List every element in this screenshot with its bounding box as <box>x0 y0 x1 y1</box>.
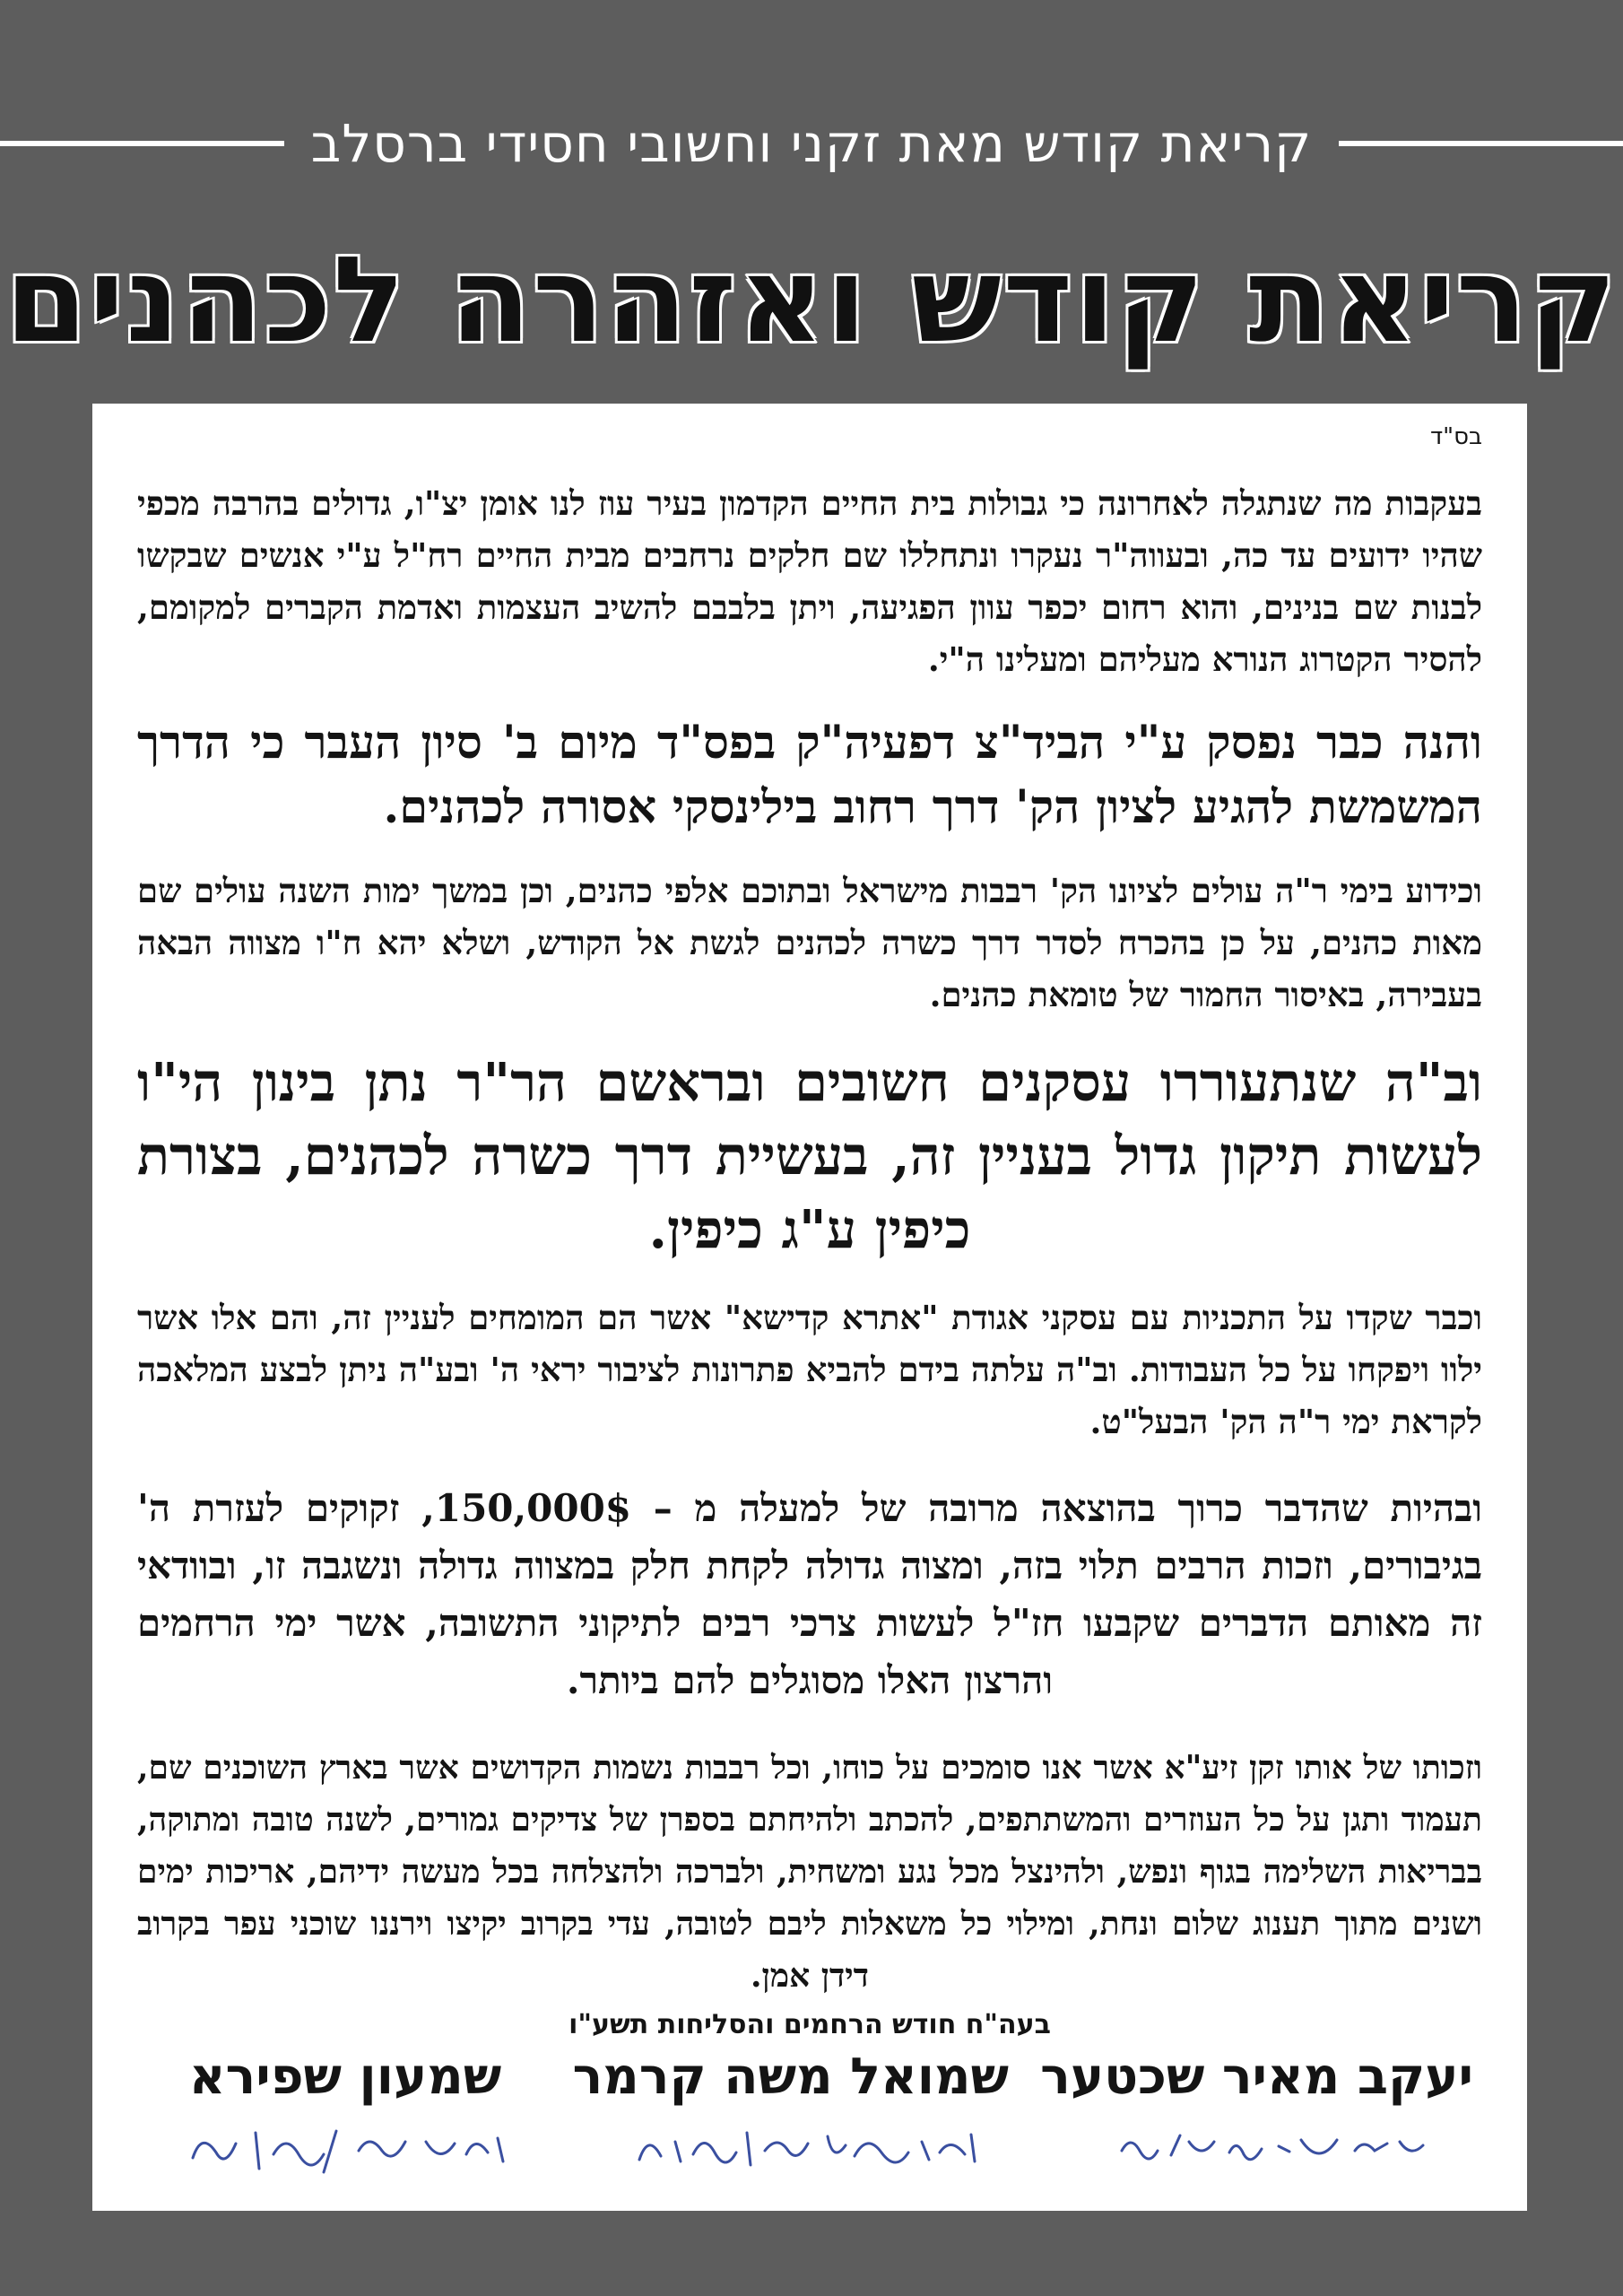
paragraph-4: וב"ה שנתעוררו עסקנים חשובים ובראשם הר"ר נתן בינון הי"ו לעשות תיקון גדול בעניין זה, בעשיית דרך כשרה לכהנים, בצורת כיפין ע"ג כיפין. <box>137 1051 1482 1260</box>
signer-name: יעקב מאיר שכטער <box>1040 2048 1473 2106</box>
paragraph-2: והנה כבר נפסק ע"י הביד"צ דפעיה"ק בפס"ד מיום ב' סיון העבר כי הדרך המשמשת להגיע לציון הק' דרך רחוב בילינסקי אסורה לכהנים. <box>137 716 1482 834</box>
main-title: קריאת קודש ואזהרה לכהנים <box>4 231 1619 370</box>
signature-2-svg <box>621 2115 998 2178</box>
content-panel <box>92 404 1527 2211</box>
subtitle-row <box>0 108 1623 179</box>
signature-3-svg <box>157 2115 534 2178</box>
left-rule <box>0 141 284 146</box>
date-line: בעה"ח חודש הרחמים והסליחות תשע"ו <box>568 2009 1051 2040</box>
signature-1-svg <box>1086 2115 1462 2178</box>
signer-3 <box>146 2045 544 2179</box>
handwritten-signature <box>146 2115 544 2178</box>
handwritten-signature <box>611 2115 1009 2178</box>
right-rule <box>1339 141 1623 146</box>
paragraph-5: וכבר שקדו על התכניות עם עסקני אגודת "אתרא קדישא" אשר הם המומחים לעניין זה, והם אלו אשר ילוו ויפקחו על כל העבודות. וב"ה עלתה בידם להביא פתרונות לציבור יראי ה' ובע"ה ניתן לבצע המלאכה לקראת ימי ר"ה הק' הבעל"ט. <box>137 1298 1482 1441</box>
signer-2 <box>572 2045 1009 2179</box>
paragraph-3: וכידוע בימי ר"ה עולים לציונו הק' רבבות מישראל ובתוכם אלפי כהנים, וכן במשך ימות השנה עולים שם מאות כהנים, על כן בהכרח לסדר דרך כשרה לכהנים לגשת אל הקודש, ושלא יהא ח"ו מצווה הבאה בעבירה, באיסור החמור של טומאת כהנים. <box>137 871 1482 1014</box>
paragraph-6: ובהיות שהדבר כרוך בהוצאה מרובה של למעלה מ – 150,000$, זקוקים לעזרת ה' בגיבורים, וזכות הרבים תלוי בזה, ומצוה גדולה לקחת חלק במצווה גדולה ונשגבה זו, ובוודאי זה מאותם הדברים שקבעו חז"ל לעשות צרכי רבים לתיקוני התשובה, אשר ימי הרחמים והרצון האלו מסוגלים להם ביותר. <box>137 1486 1482 1702</box>
paragraph-1: בעקבות מה שנתגלה לאחרונה כי גבולות בית החיים הקדמון בעיר עוז לנו אומן יצ"ו, גדולים בהרבה מכפי שהיו ידועים עד כה, ובעווה"ר נעקרו ונתחללו שם חלקים נרחבים מבית החיים רח"ל ע"י אנשים שבקשו לבנות שם בנינים, והוא רחום יכפר עוון הפגיעה, ויתן בלבבם להשיב העצמות ואדמת הקברים למקומם, להסיר הקטרוג הנורא מעליהם ומעלינו ה"י. <box>137 483 1482 679</box>
signers <box>146 2045 1473 2179</box>
signer-name: שמעון שפירא <box>188 2048 502 2106</box>
subtitle: קריאת קודש מאת זקני וחשובי חסידי ברסלב <box>310 113 1313 174</box>
signer-name: שמואל משה קרמר <box>572 2048 1009 2106</box>
signer-1 <box>1040 2045 1473 2179</box>
handwritten-signature <box>1075 2115 1473 2178</box>
bsd-mark: בס"ד <box>1429 423 1482 450</box>
paragraph-7: וזכותו של אותו זקן זיע"א אשר אנו סומכים על כוחו, וכל רבבות נשמות הקדושים אשר בארץ השוכנים שם, תעמוד ותגן על כל העוזרים והמשתתפים, להכתב ולהיחתם בספרן של צדיקים גמורים, לשנה טובה ומתוקה, בבריאות השלימה בגוף ונפש, ולהינצל מכל נגע ומשחית, ולברכה ולהצלחה בכל מעשה ידיהם, אריכות ימים ושנים מתוך תענוג שלום ונחת, ומילוי כל משאלות ליבם לטובה, עדי בקרוב יקיצו וירננו שוכני עפר בקרוב דידן אמן. <box>137 1749 1482 1995</box>
